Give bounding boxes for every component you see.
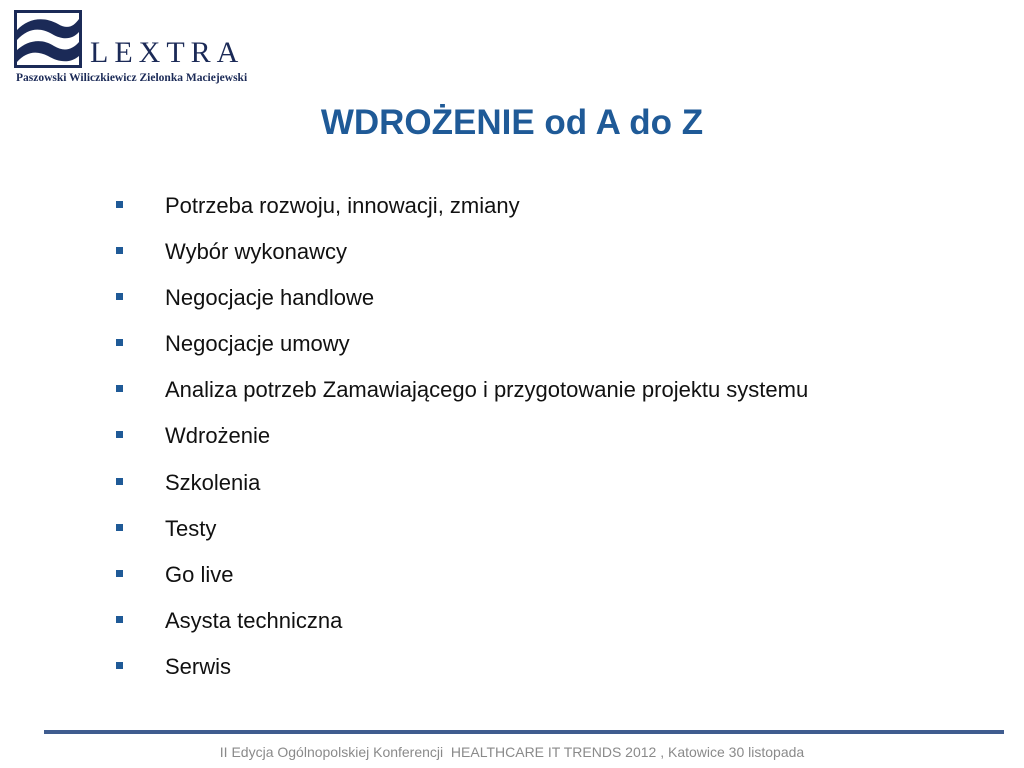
wave-logo-icon [14,10,82,68]
square-bullet-icon [116,385,123,392]
bullet-item [112,371,808,417]
square-bullet-icon [116,478,123,485]
bullet-text: Go live [165,561,234,587]
bullet-item [112,187,808,233]
square-bullet-icon [116,662,123,669]
bullet-item [112,510,808,556]
bullet-item [112,417,808,463]
bullet-item [112,602,808,648]
slide-title: WDROŻENIE od A do Z [320,103,704,142]
bullet-item [112,648,808,694]
square-bullet-icon [116,247,123,254]
logo-tagline: Paszowski Wiliczkiewicz Zielonka Maciejewski [16,72,248,84]
bullet-item [112,464,808,510]
bullet-text: Negocjacje umowy [165,331,350,357]
logo-wordmark: LEXTRA [90,36,245,69]
square-bullet-icon [116,616,123,623]
bullet-text: Wybór wykonawcy [165,239,347,265]
square-bullet-icon [116,201,123,208]
square-bullet-icon [116,524,123,531]
bullet-list [112,187,808,694]
bullet-text: Analiza potrzeb Zamawiającego i przygotowanie projektu systemu [165,377,809,403]
bullet-text: Wdrożenie [165,423,271,449]
square-bullet-icon [116,293,123,300]
square-bullet-icon [116,431,123,438]
bullet-item [112,279,808,325]
bullet-item [112,233,808,279]
square-bullet-icon [116,570,123,577]
bullet-text: Negocjacje handlowe [165,285,375,311]
footer-divider [44,730,1004,734]
company-logo [14,10,264,88]
bullet-item [112,556,808,602]
bullet-text: Asysta techniczna [165,607,343,633]
bullet-text: Testy [165,515,217,541]
bullet-text: Serwis [165,653,232,679]
footer-caption: II Edycja Ogólnopolskiej Konferencji HEALTHCARE IT TRENDS 2012 , Katowice 30 listopada [219,744,805,760]
bullet-item [112,325,808,371]
bullet-text: Potrzeba rozwoju, innowacji, zmiany [165,193,520,218]
bullet-text: Szkolenia [165,469,261,495]
square-bullet-icon [116,339,123,346]
